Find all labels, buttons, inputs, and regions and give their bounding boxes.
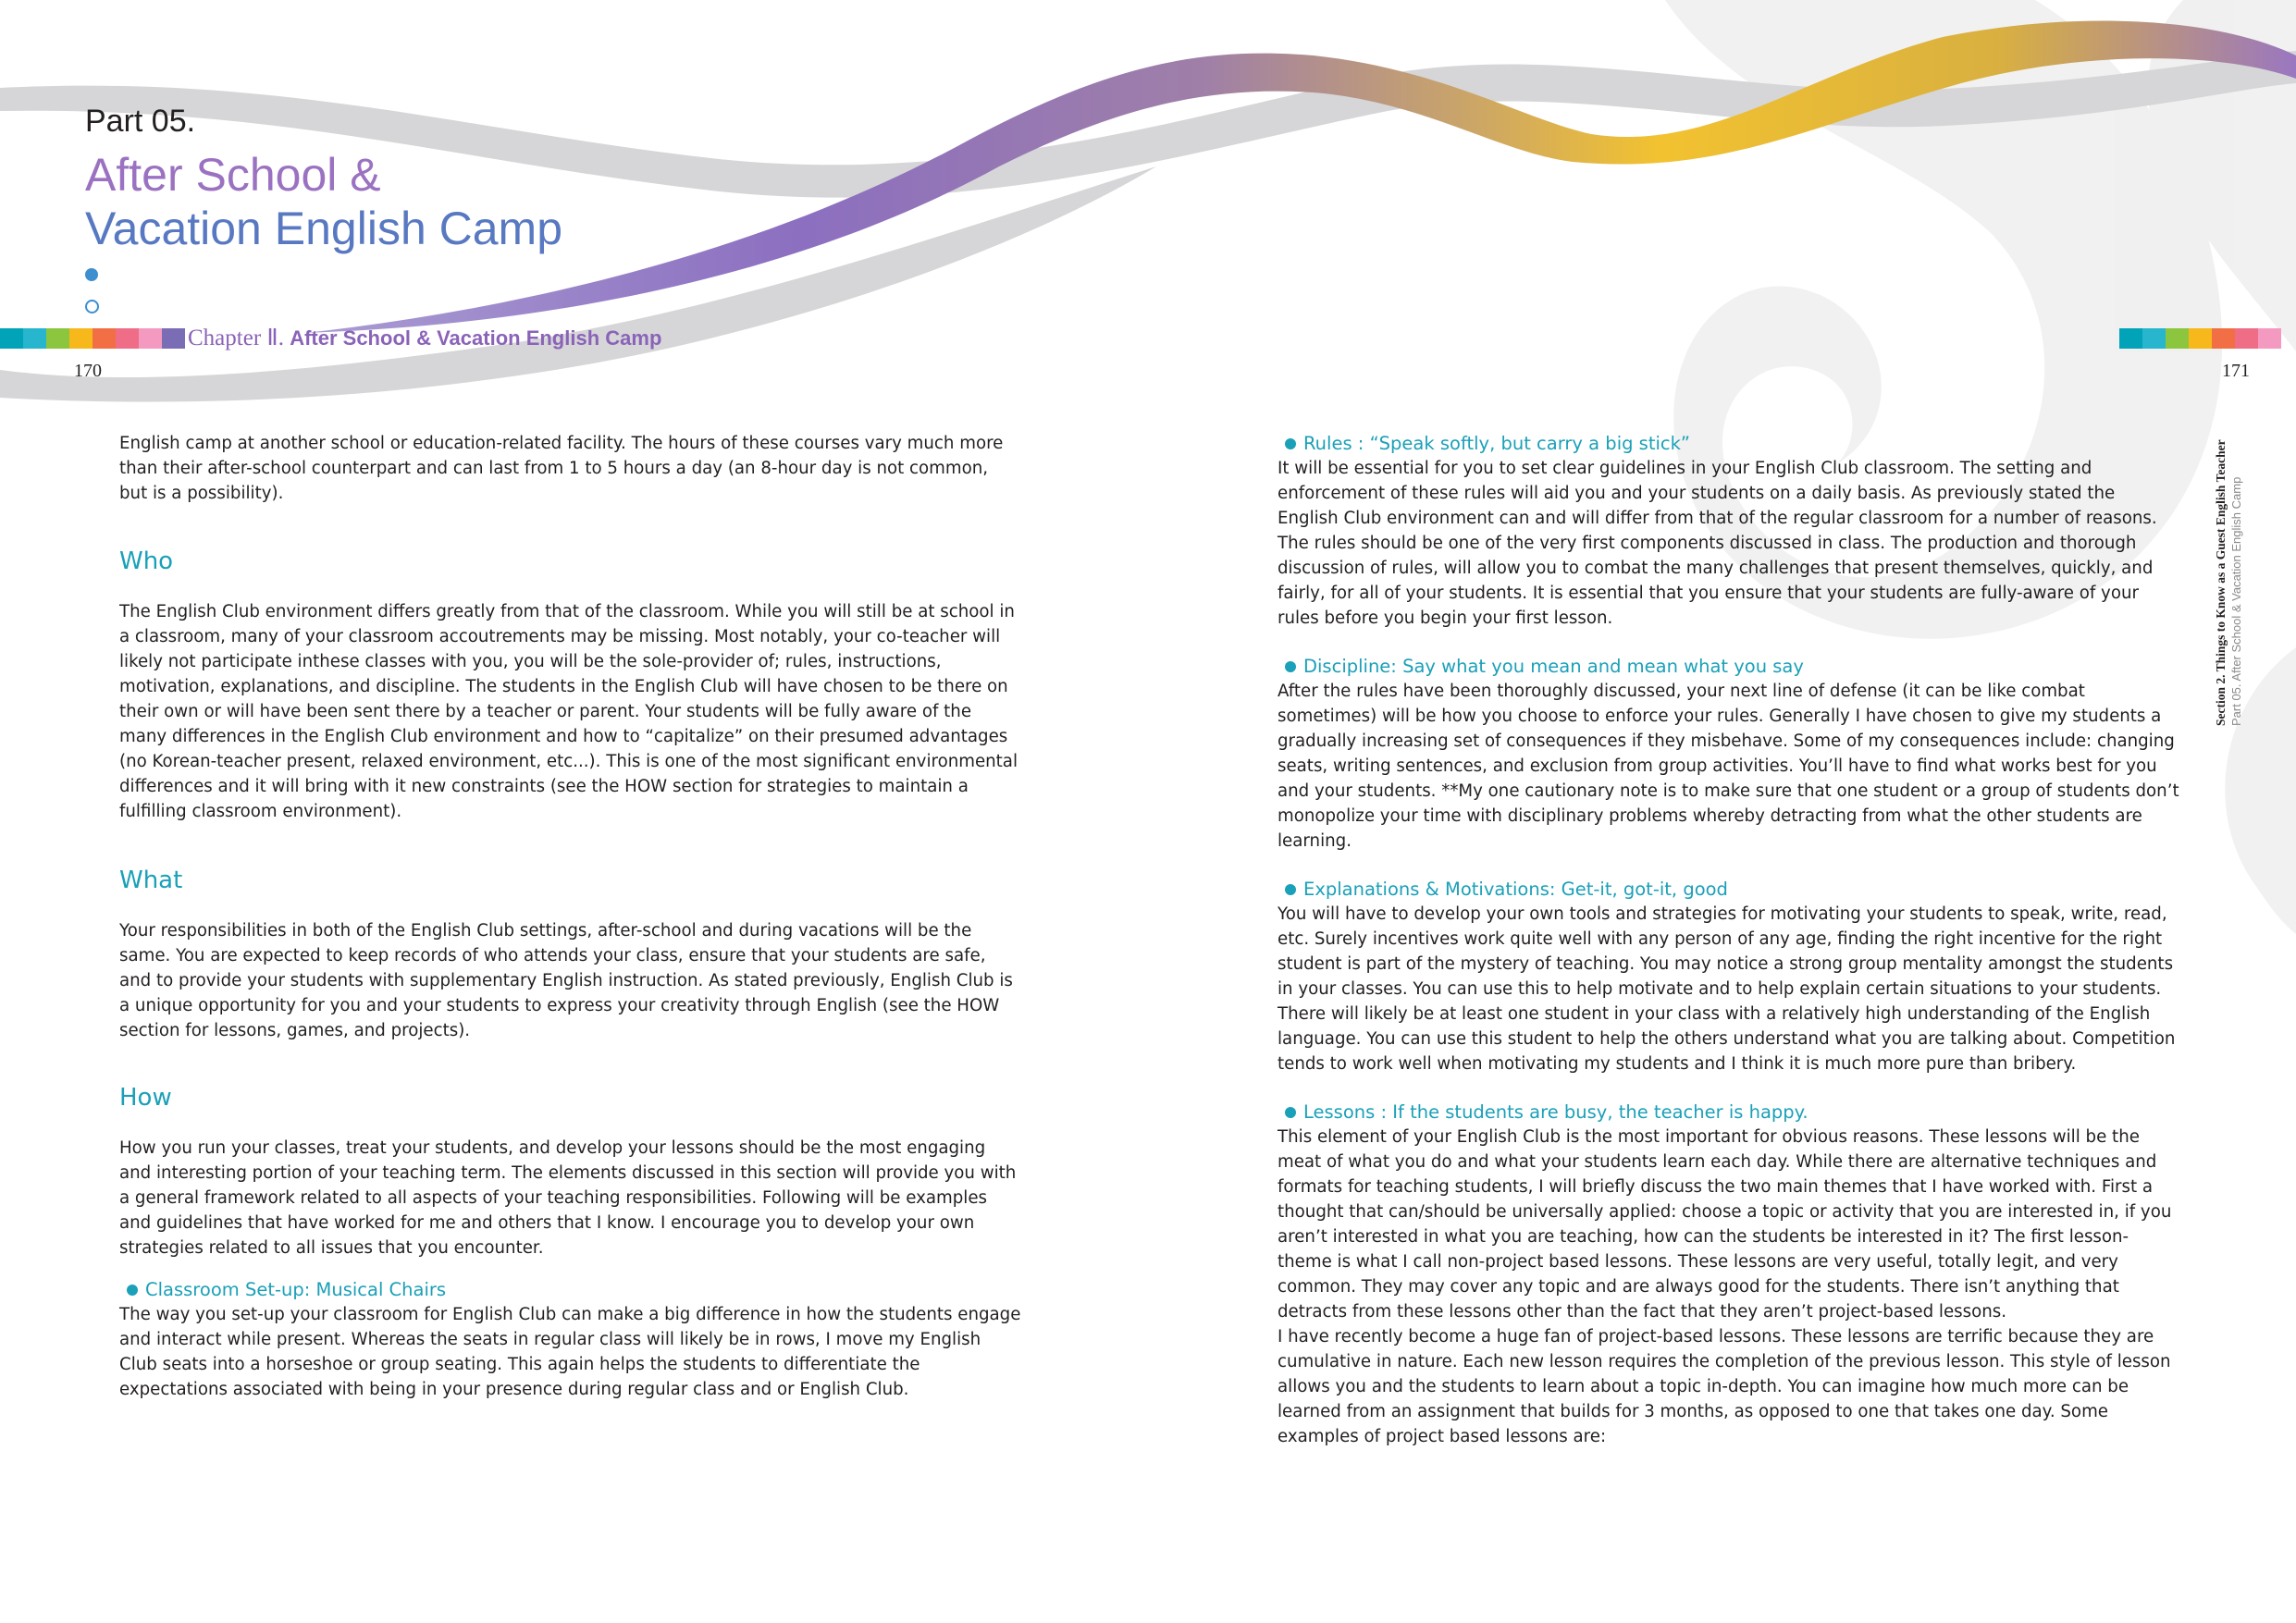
what-paragraph: Your responsibilities in both of the English Club settings, after-school and during vacations will be the same. You are expected to keep records of who attends your class, ensure that your students are safe, and to provide your students with supplementary English instruction. As stated previously, English Club is a unique opportunity for you and your students to express your creativity through English (see the HOW section for lessons, games, and projects). [119,921,1013,1040]
chapter-header [188,324,661,351]
part-title-line1: After School & [85,149,381,201]
side-section-label [2213,439,2244,726]
lessons-paragraph-1: This element of your English Club is the most important for obvious reasons. These lessons will be the meat of what you do and what your students learn each day. While there are alternative techniques and formats for teaching students, I will briefly discuss the two main themes that I have worked with. First a thought that can/should be universally applied: choose a topic or activity that you are interested in, if you aren’t interested in what you are teaching, how can the students be interested in it? The first lesson-theme is what I call non-project based lessons. These lessons are very useful, totally legit, and very common. They may cover any topic and are always good for the students. There isn’t anything that detracts from these lessons other than the fact that they aren’t project-based lessons. [1278,1127,2172,1322]
side-label-section: Section 2. Things to Know as a Guest English Teacher [2214,439,2228,726]
color-bar-right [2119,328,2281,349]
rules-paragraph: It will be essential for you to set clear guidelines in your English Club classroom. The setting and enforcement of these rules will aid you and your students on a daily basis. As previously stated the English Club environment can and will differ from that of the regular classroom for a number of reasons. The rules should be one of the very first components discussed in class. The production and thorough discussion of rules, will allow you to combat the many challenges that present themselves, quickly, and fairly, for all of your students. It is essential that you ensure that your students are fully-aware of your rules before you begin your first lesson. [1278,459,2157,628]
who-paragraph: The English Club environment differs greatly from that of the classroom. While you will still be at school in a classroom, many of your classroom accoutrements may be missing. Most notably, your co-teacher will likely not participate inthese classes with you, you will be the sole-provider of; rules, instructions, motivation, explanations, and discipline. The students in the English Club will have chosen to be there on their own or will have been sent there by a teacher or parent. Your students will be fully aware of the many differences in the English Club environment and how to “capitalize” on their presumed advantages (no Korean-teacher present, relaxed environment, etc...). This is one of the most significant environmental differences and it will bring with it new constraints (see the HOW section for strategies to maintain a fulfilling classroom environment). [119,602,1018,821]
bullet-icon [1285,1107,1296,1118]
page-number-left: 170 [74,361,102,381]
color-bar-left [0,328,185,349]
classroom-setup-paragraph: The way you set-up your classroom for English Club can make a big difference in how the students engage and interact while present. Whereas the seats in regular class will likely be in rows, I move my English Club seats into a horseshoe or group seating. This again helps the students to differentiate the expectations associated with being in your presence during regular class and or English Club. [119,1305,1021,1399]
rules-heading: Rules : “Speak softly, but carry a big stick” [1278,431,2179,456]
bullet-icon [127,1285,138,1296]
bullet-dot-filled [85,268,98,281]
who-heading: Who [119,547,174,575]
lessons-heading: Lessons : If the students are busy, the teacher is happy. [1278,1100,2179,1125]
discipline-paragraph: After the rules have been thoroughly discussed, your next line of defense (it can be like combat sometimes) will be how you choose to enforce your rules. Generally I have chosen to give my students a gradually increasing set of consequences if they misbehave. Some of my consequences include: changing seats, writing sentences, and exclusion from group activities. You’ll have to find what works best for you and your students. **My one cautionary note is to make sure that one student or a group of students don’t monopolize your time with disciplinary problems whereby detracting from what the other students are learning. [1278,682,2179,851]
part-title-line2: Vacation English Camp [85,203,563,254]
what-heading: What [119,867,183,894]
bullet-dot-ring [85,300,99,314]
intro-paragraph: English camp at another school or education-related facility. The hours of these courses vary much more than their after-school counterpart and can last from 1 to 5 hours a day (an 8-hour day is not common, but is a possibility). [119,434,1004,503]
chapter-title: After School & Vacation English Camp [290,326,662,350]
lessons-paragraph-2: I have recently become a huge fan of project-based lessons. These lessons are terrific because they are cumulative in nature. Each new lesson requires the completion of the previous lesson. This style of lesson allows you and the students to learn about a topic in-depth. You can imagine how much more can be learned from an assignment that builds for 3 months, as opposed to one that takes one day. Some examples of project based lessons are: [1278,1327,2171,1446]
left-page-column [119,431,1021,1402]
page-number-right: 171 [2222,361,2250,381]
classroom-setup-heading: Classroom Set-up: Musical Chairs [119,1277,1021,1302]
bullet-icon [1285,438,1296,449]
explanations-paragraph: You will have to develop your own tools and strategies for motivating your students to speak, write, read, etc. Surely incentives work quite well with any person of any age, finding the right incentive for the right student is part of the mystery of teaching. You may notice a strong group mentality amongst the students in your classes. You can use this to help motivate and to help explain certain situations to your students. There will likely be at least one student in your class with a relatively high understanding of the English language. You can use this student to help the others understand what you are talking about. Competition tends to work well when motivating my students and I think it is much more pure than bribery. [1278,904,2176,1074]
right-page-column [1278,431,2179,1449]
how-paragraph: How you run your classes, treat your students, and develop your lessons should be the most engaging and interesting portion of your teaching term. The elements discussed in this section will provide you with a general framework related to all aspects of your teaching responsibilities. Following will be examples and guidelines that have worked for me and others that I know. I encourage you to develop your own strategies related to all issues that you encounter. [119,1138,1017,1258]
bullet-icon [1285,661,1296,672]
chapter-number: Chapter Ⅱ. [188,326,290,350]
bullet-icon [1285,884,1296,895]
explanations-heading: Explanations & Motivations: Get-it, got-it, good [1278,877,2179,902]
discipline-heading: Discipline: Say what you mean and mean what you say [1278,654,2179,679]
part-label: Part 05. [85,104,196,139]
side-label-part: Part 05. After School & Vacation English Camp [2229,476,2243,726]
how-heading: How [119,1084,172,1112]
